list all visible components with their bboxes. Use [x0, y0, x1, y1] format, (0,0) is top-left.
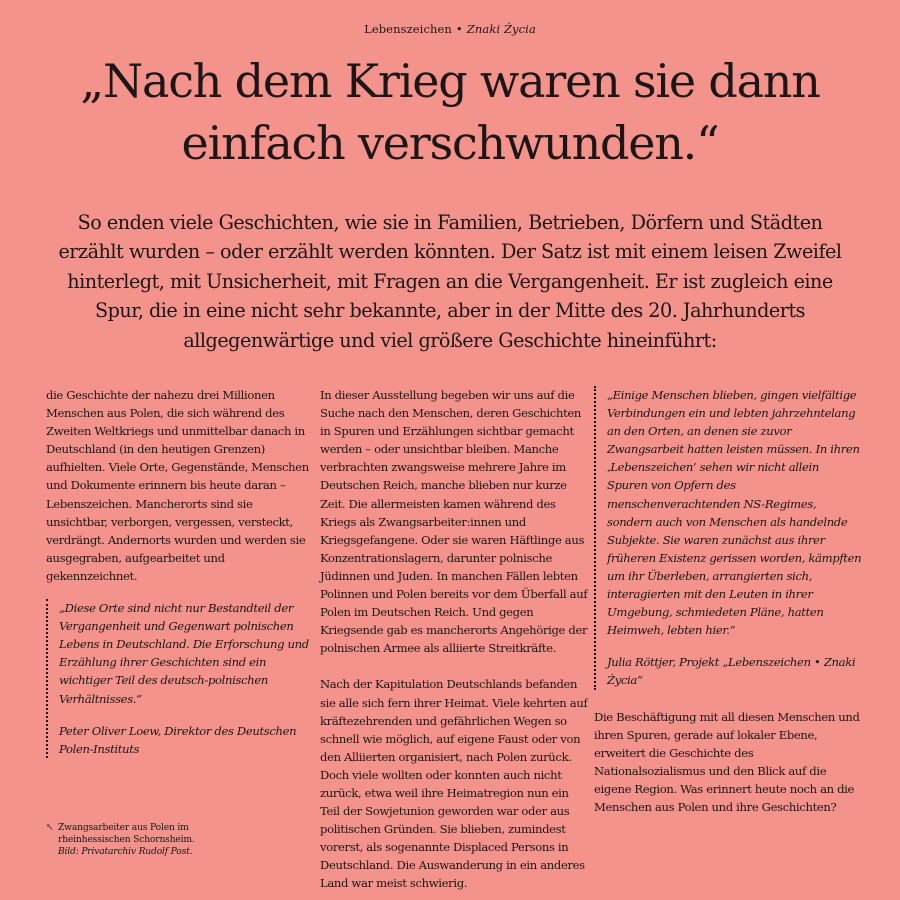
kicker-title-pl: Znaki Życia [466, 22, 536, 36]
quote-text: „Einige Menschen blieben, gingen vielfältige Verbindungen ein und lebten jahrzehntelang an den Orten, an denen sie zuvor Zwangsarbeit hatten leisten müssen. In ihren ‚Lebenszeichen‘ sehen wir nicht allein Spuren von Opfern des menschenverachtenden NS-Regimes, sondern auch von Menschen als handelnde Subjekte. Sie waren zunächst aus ihrer früheren Existenz gerissen worden, kämpften um ihr Überleben, arrangierten sich, interagierten mit den Leuten in ihrer Umgebung, schmiedeten Pläne, hatten Heimweh, lebten hier.“ [607, 388, 862, 638]
image-caption [46, 822, 246, 858]
quote-text: „Diese Orte sind nicht nur Bestandteil der Vergangenheit und Gegenwart polnischen Lebens in Deutschland. Die Erforschung und Erzählung ihrer Geschichten sind ein wichtiger Teil des deutsch-polnischen Verhältnisses.“ [59, 601, 309, 706]
arrow-up-left-icon: ↖ [46, 823, 54, 833]
pull-quote-roettjer [594, 386, 862, 690]
column-1 [46, 386, 314, 758]
quote-attribution: Peter Oliver Loew, Direktor des Deutschen Polen-Instituts [59, 723, 297, 756]
column-2-paragraph-2: Nach der Kapitulation Deutschlands befanden sie alle sich fern ihrer Heimat. Viele kehrten auf kräftezehrenden und gefährlichen Wegen so schnell wie möglich, auf eigene Faust oder von den Alliierten organisiert, nach Polen zurück. Doch viele wollten oder konnten auch nicht zurück, etwa weil ihre Heimatregion nun ein Teil der Sowjetunion geworden war oder aus politischen Gründen. Sie blieben, zumindest vorerst, als sogenannte Displaced Persons in Deutschland. Die Auswanderung in ein anderes Land war meist schwierig. [320, 677, 588, 891]
column-1-body: die Geschichte der nahezu drei Millionen Menschen aus Polen, die sich während des Zweiten Weltkriegs und unmittelbar danach in Deutschland (in den heutigen Grenzen) aufhielten. Viele Orte, Gegenstände, Menschen und Dokumente erinnern bis heute daran – Lebenszeichen. Mancherorts sind sie unsichtbar, verborgen, vergessen, versteckt, verdrängt. Andernorts wurden und werden sie ausgegraben, aufgearbeitet und gekennzeichnet. [46, 388, 309, 583]
column-3 [594, 386, 862, 816]
kicker [0, 22, 900, 36]
quote-attribution: Julia Röttjer, Projekt „Lebenszeichen • Znaki Życia“ [607, 655, 856, 688]
column-2-paragraph-1: In dieser Ausstellung begeben wir uns auf die Suche nach den Menschen, deren Geschichten in Spuren und Erzählungen sichtbar gemacht werden – oder unsichtbar bleiben. Manche verbrachten zwangsweise mehrere Jahre im Deutschen Reich, manche blieben nur kurze Zeit. Die allermeisten kamen während des Kriegs als Zwangsarbeiter:innen und Kriegsgefangene. Oder sie waren Häftlinge aus Konzentrationslagern, darunter polnische Jüdinnen und Juden. In manchen Fällen lebten Polinnen und Polen bereits vor dem Überfall auf Polen im Deutschen Reich. Und gegen Kriegsende gab es mancherorts Angehörige der polnischen Armee als alliierte Streitkräfte. [320, 388, 588, 656]
headline: „Nach dem Krieg waren sie dann einfach verschwunden.“ [80, 54, 820, 170]
kicker-separator: • [455, 22, 463, 36]
caption-credit: Bild: Privatarchiv Rudolf Post. [58, 846, 193, 857]
pull-quote-loew [46, 599, 314, 758]
column-2 [320, 386, 588, 893]
caption-text: Zwangsarbeiter aus Polen im rheinhessischen Schornsheim. [58, 822, 195, 845]
kicker-title-de: Lebenszeichen [364, 22, 452, 36]
column-3-body: Die Beschäftigung mit all diesen Menschen und ihren Spuren, gerade auf lokaler Ebene, erweitert die Geschichte des Nationalsozialismus und den Blick auf die eigene Region. Was erinnert heute noch an die Menschen aus Polen und ihre Geschichten? [594, 709, 860, 814]
lead-paragraph: So enden viele Geschichten, wie sie in Familien, Betrieben, Dörfern und Städten erzählt wurden – oder erzählt werden könnten. Der Satz ist mit einem leisen Zweifel hinterlegt, mit Unsicherheit, mit Fragen an die Vergangenheit. Er ist zugleich eine Spur, die in eine nicht sehr bekannte, aber in der Mitte des 20. Jahrhunderts allgegenwärtige und viel größere Geschichte hineinführt: [58, 211, 842, 352]
